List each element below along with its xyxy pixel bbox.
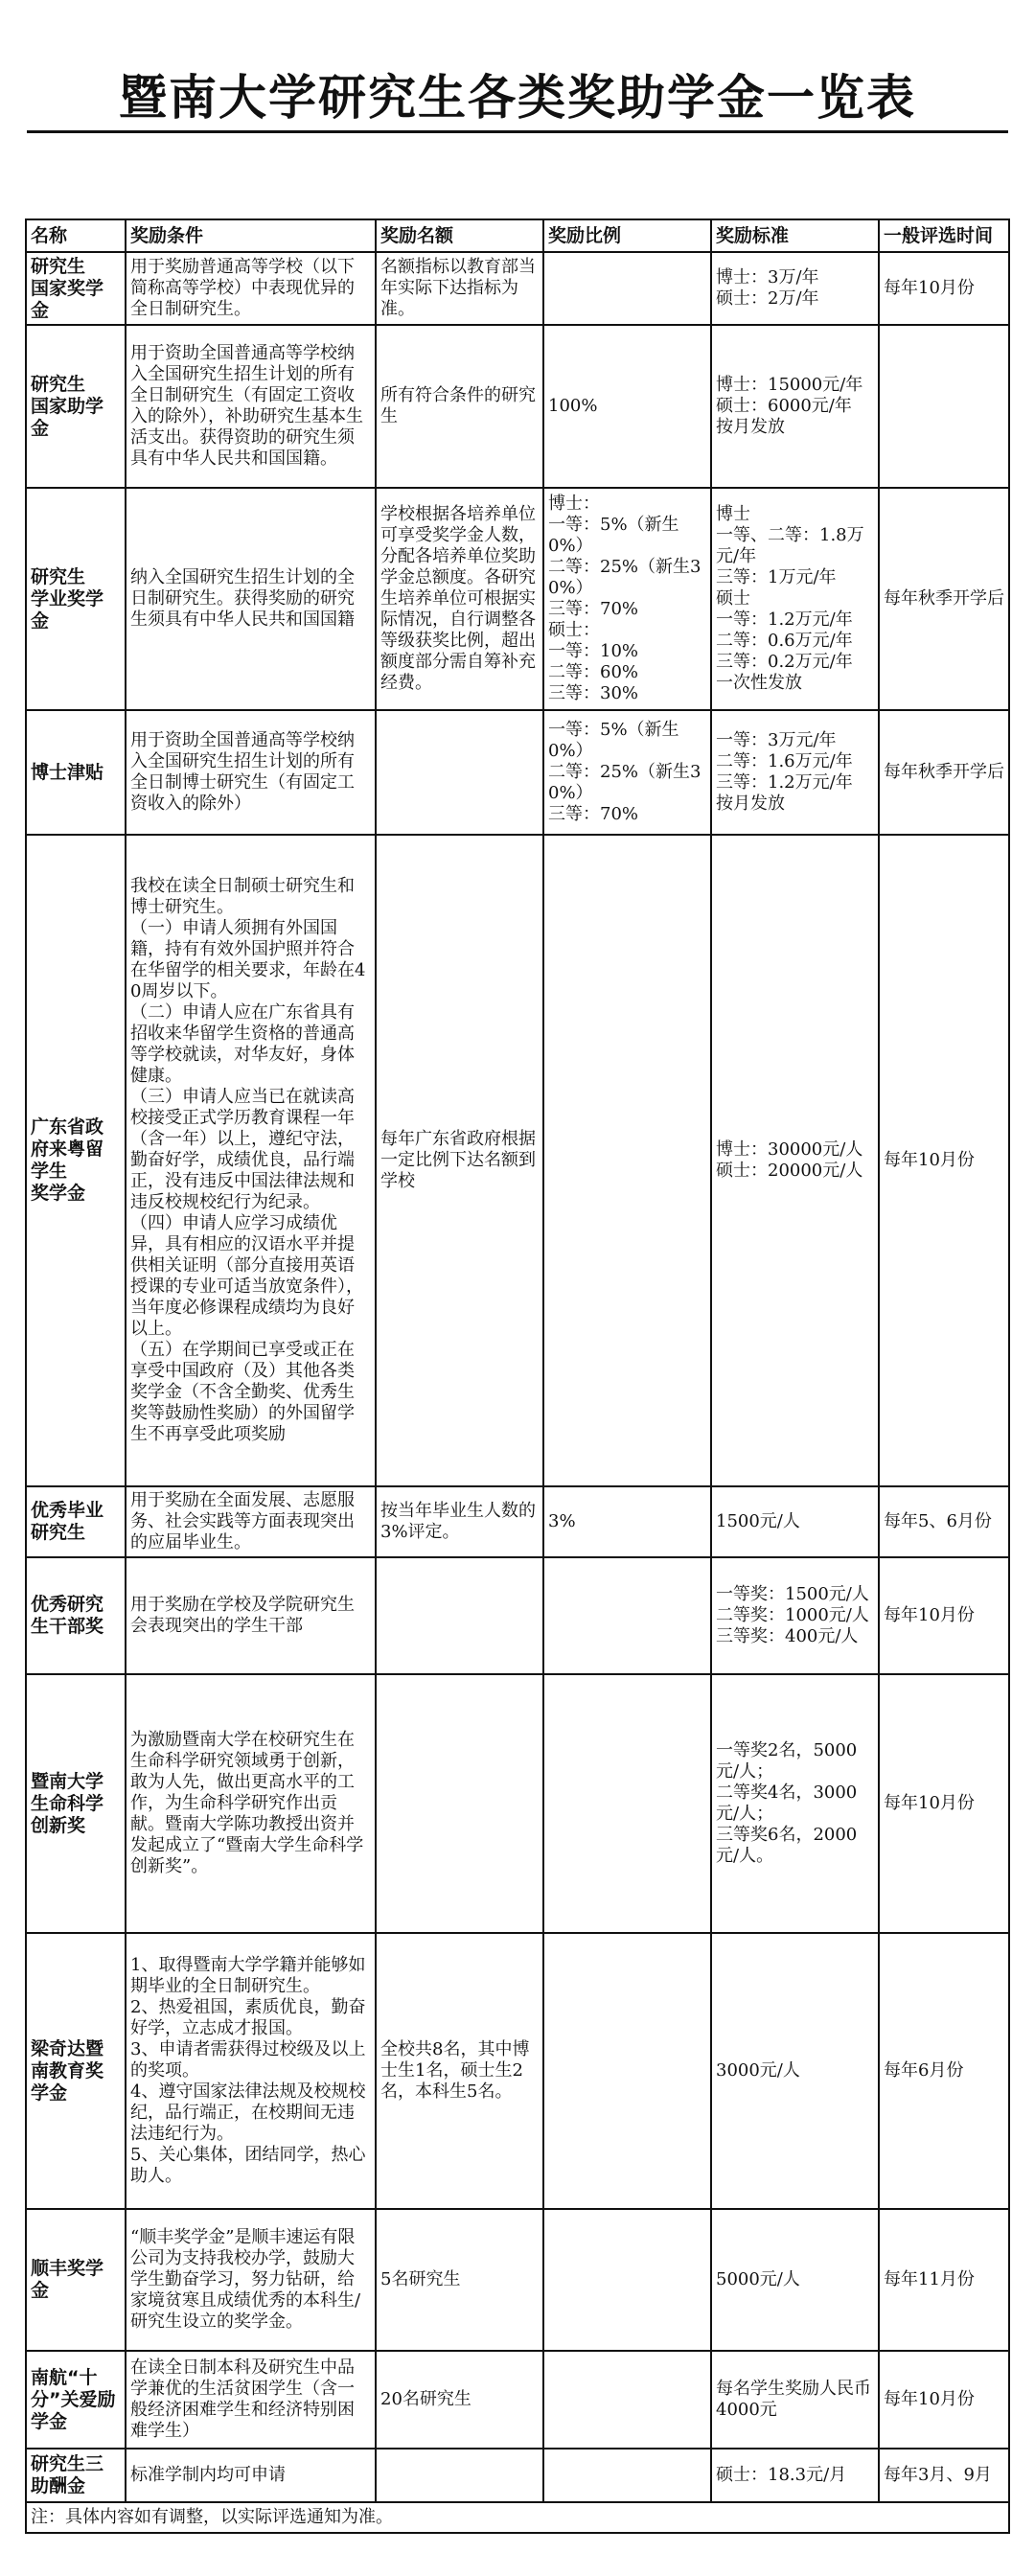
scholarship-condition: 在读全日制本科及研究生中品学兼优的生活贫困学生（含一般经济困难学生和经济特别困难学生） (126, 2351, 376, 2449)
scholarship-time: 每年10月份 (879, 835, 1009, 1486)
table-row (26, 2209, 1009, 2351)
column-header-quota: 奖励名额 (376, 219, 543, 252)
column-header-standard: 奖励标准 (711, 219, 879, 252)
table-header-row (26, 219, 1009, 252)
scholarship-time: 每年10月份 (879, 1674, 1009, 1933)
scholarship-name: 暨南大学 生命科学 创新奖 (26, 1674, 126, 1933)
scholarship-quota (376, 2449, 543, 2502)
table-row (26, 835, 1009, 1486)
scholarship-name: 广东省政 府来粤留 学生 奖学金 (26, 835, 126, 1486)
scholarship-time: 每年11月份 (879, 2209, 1009, 2351)
scholarship-condition: 用于资助全国普通高等学校纳入全国研究生招生计划的所有全日制研究生（有固定工资收入的除外），补助研究生基本生活支出。获得资助的研究生须具有中华人民共和国国籍。 (126, 325, 376, 488)
scholarship-standard: 一等奖2名，5000元/人； 二等奖4名，3000元/人； 三等奖6名，2000元/人。 (711, 1674, 879, 1933)
scholarship-time: 每年10月份 (879, 1557, 1009, 1674)
table-footnote-row (26, 2502, 1009, 2533)
scholarship-name: 研究生三 助酬金 (26, 2449, 126, 2502)
scholarship-ratio (543, 2449, 711, 2502)
scholarship-condition: 用于资助全国普通高等学校纳入全国研究生招生计划的所有全日制博士研究生（有固定工资收入的除外） (126, 710, 376, 835)
scholarship-quota: 学校根据各培养单位可享受奖学金人数，分配各培养单位奖助学金总额度。各研究生培养单位可根据实际情况，自行调整各等级获奖比例，超出额度部分需自筹补充经费。 (376, 488, 543, 710)
scholarship-quota (376, 1674, 543, 1933)
scholarship-condition: 用于奖励普通高等学校（以下简称高等学校）中表现优异的全日制研究生。 (126, 252, 376, 325)
scholarship-time: 每年秋季开学后 (879, 488, 1009, 710)
scholarship-standard: 博士：15000元/年 硕士：6000元/年 按月发放 (711, 325, 879, 488)
title-divider (27, 130, 1008, 133)
scholarship-ratio: 博士： 一等：5%（新生0%） 二等：25%（新生30%） 三等：70% 硕士： 一等：10% 二等：60% 三等：30% (543, 488, 711, 710)
column-header-time: 一般评选时间 (879, 219, 1009, 252)
table-row (26, 710, 1009, 835)
scholarship-ratio (543, 2209, 711, 2351)
table-row (26, 1486, 1009, 1557)
scholarship-standard: 博士：30000元/人 硕士：20000元/人 (711, 835, 879, 1486)
scholarship-name: 博士津贴 (26, 710, 126, 835)
scholarship-condition: 用于奖励在学校及学院研究生会表现突出的学生干部 (126, 1557, 376, 1674)
scholarship-ratio: 一等：5%（新生0%） 二等：25%（新生30%） 三等：70% (543, 710, 711, 835)
scholarship-ratio (543, 835, 711, 1486)
scholarship-quota (376, 710, 543, 835)
scholarship-time: 每年5、6月份 (879, 1486, 1009, 1557)
table-footnote: 注：具体内容如有调整，以实际评选通知为准。 (26, 2502, 1009, 2533)
column-header-name: 名称 (26, 219, 126, 252)
scholarship-name: 研究生 国家助学 金 (26, 325, 126, 488)
scholarship-time: 每年6月份 (879, 1933, 1009, 2209)
scholarship-condition: 用于奖励在全面发展、志愿服务、社会实践等方面表现突出的应届毕业生。 (126, 1486, 376, 1557)
scholarship-condition: “顺丰奖学金”是顺丰速运有限公司为支持我校办学，鼓励大学生勤奋学习，努力钻研，给家境贫寒且成绩优秀的本科生/研究生设立的奖学金。 (126, 2209, 376, 2351)
scholarship-standard: 硕士：18.3元/月 (711, 2449, 879, 2502)
scholarship-ratio (543, 1674, 711, 1933)
table-row (26, 252, 1009, 325)
scholarship-ratio: 100% (543, 325, 711, 488)
column-header-condition: 奖励条件 (126, 219, 376, 252)
scholarship-name: 研究生 学业奖学 金 (26, 488, 126, 710)
scholarship-quota: 全校共8名，其中博士生1名，硕士生2名，本科生5名。 (376, 1933, 543, 2209)
table-row (26, 1933, 1009, 2209)
scholarship-condition: 我校在读全日制硕士研究生和博士研究生。 （一）申请人须拥有外国国籍，持有有效外国护照并符合在华留学的相关要求，年龄在40周岁以下。 （二）申请人应在广东省具有招收来华留学生资格的普通高等学校就读，对华友好，身体健康。 （三）申请人应当已在就读高校接受正式学历教育课程一年（含一年）以上，遵纪守法，勤奋好学，成绩优良，品行端正，没有违反中国法律法规和违反校规校纪行为纪录。 （四）申请人应学习成绩优异，具有相应的汉语水平并提供相关证明（部分直接用英语授课的专业可适当放宽条件），当年度必修课程成绩均为良好以上。 （五）在学期间已享受或正在享受中国政府（及）其他各类奖学金（不含全勤奖、优秀生奖等鼓励性奖励）的外国留学生不再享受此项奖励 (126, 835, 376, 1486)
scholarship-time: 每年10月份 (879, 2351, 1009, 2449)
scholarship-standard: 博士：3万/年 硕士：2万/年 (711, 252, 879, 325)
scholarship-name: 顺丰奖学 金 (26, 2209, 126, 2351)
column-header-ratio: 奖励比例 (543, 219, 711, 252)
scholarship-name: 梁奇达暨 南教育奖 学金 (26, 1933, 126, 2209)
table-row (26, 488, 1009, 710)
table-row (26, 325, 1009, 488)
scholarship-table (25, 218, 1010, 2534)
table-row (26, 1674, 1009, 1933)
scholarship-name: 南航“十 分”关爱励 学金 (26, 2351, 126, 2449)
scholarship-condition: 为激励暨南大学在校研究生在生命科学研究领域勇于创新，敢为人先，做出更高水平的工作，为生命科学研究作出贡献。暨南大学陈功教授出资并发起成立了“暨南大学生命科学创新奖”。 (126, 1674, 376, 1933)
scholarship-quota: 5名研究生 (376, 2209, 543, 2351)
scholarship-condition: 标准学制内均可申请 (126, 2449, 376, 2502)
scholarship-quota: 按当年毕业生人数的3%评定。 (376, 1486, 543, 1557)
scholarship-name: 优秀研究 生干部奖 (26, 1557, 126, 1674)
scholarship-ratio (543, 1933, 711, 2209)
scholarship-ratio: 3% (543, 1486, 711, 1557)
scholarship-standard: 1500元/人 (711, 1486, 879, 1557)
scholarship-standard: 每名学生奖励人民币4000元 (711, 2351, 879, 2449)
scholarship-quota: 所有符合条件的研究生 (376, 325, 543, 488)
scholarship-quota: 名额指标以教育部当年实际下达指标为准。 (376, 252, 543, 325)
scholarship-ratio (543, 252, 711, 325)
scholarship-time (879, 325, 1009, 488)
scholarship-standard: 一等：3万元/年 二等：1.6万元/年 三等：1.2万元/年 按月发放 (711, 710, 879, 835)
scholarship-time: 每年10月份 (879, 252, 1009, 325)
scholarship-time: 每年秋季开学后 (879, 710, 1009, 835)
scholarship-condition: 1、取得暨南大学学籍并能够如期毕业的全日制研究生。 2、热爱祖国，素质优良，勤奋好学，立志成才报国。 3、申请者需获得过校级及以上的奖项。 4、遵守国家法律法规及校规校纪，品行端正，在校期间无违法违纪行为。 5、关心集体，团结同学，热心助人。 (126, 1933, 376, 2209)
table-row (26, 2449, 1009, 2502)
table-row (26, 2351, 1009, 2449)
page-title: 暨南大学研究生各类奖助学金一览表 (119, 70, 916, 126)
scholarship-ratio (543, 2351, 711, 2449)
scholarship-name: 研究生 国家奖学 金 (26, 252, 126, 325)
scholarship-standard: 5000元/人 (711, 2209, 879, 2351)
scholarship-name: 优秀毕业 研究生 (26, 1486, 126, 1557)
scholarship-quota: 每年广东省政府根据一定比例下达名额到学校 (376, 835, 543, 1486)
scholarship-quota (376, 1557, 543, 1674)
scholarship-ratio (543, 1557, 711, 1674)
scholarship-standard: 博士 一等、二等：1.8万元/年 三等：1万元/年 硕士 一等：1.2万元/年 二等：0.6万元/年 三等：0.2万元/年 一次性发放 (711, 488, 879, 710)
scholarship-standard: 3000元/人 (711, 1933, 879, 2209)
scholarship-time: 每年3月、9月 (879, 2449, 1009, 2502)
scholarship-condition: 纳入全国研究生招生计划的全日制研究生。获得奖励的研究生须具有中华人民共和国国籍 (126, 488, 376, 710)
table-row (26, 1557, 1009, 1674)
scholarship-quota: 20名研究生 (376, 2351, 543, 2449)
scholarship-standard: 一等奖：1500元/人 二等奖：1000元/人 三等奖：400元/人 (711, 1557, 879, 1674)
